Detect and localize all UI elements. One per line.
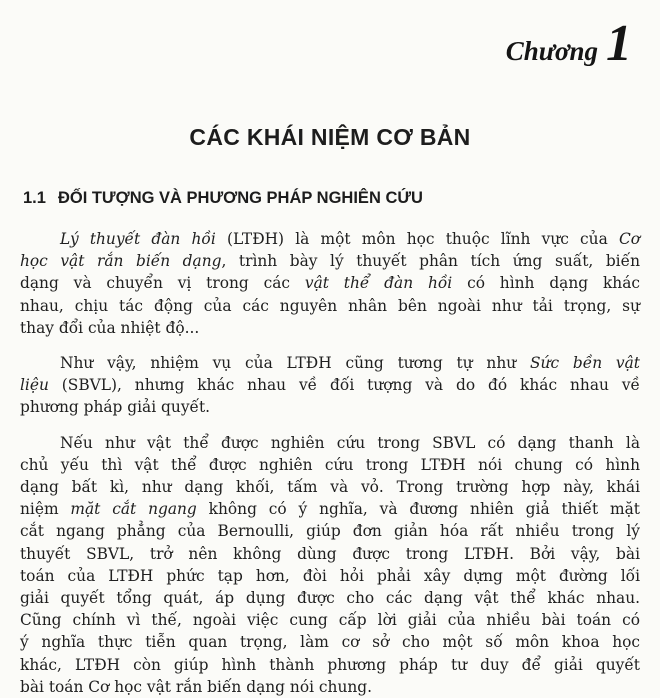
- text-line: giải quyết tổng quát, áp dụng được cho các dạng vật thể khác nhau.: [20, 589, 640, 608]
- text-line: cắt ngang phẳng của Bernoulli, giúp đơn giản hóa rất nhiều trong lý: [20, 522, 640, 541]
- text-line: Cũng chính vì thế, ngoài việc cung cấp lời giải của nhiều bài toán có: [20, 611, 640, 630]
- chapter-word: Chương: [505, 36, 598, 66]
- text-line: liệu (SBVL), nhưng khác nhau về đối tượng và do đó khác nhau về: [20, 376, 640, 395]
- text-line: Như vậy, nhiệm vụ của LTĐH cũng tương tự như Sức bền vật: [60, 354, 640, 373]
- text-line: niệm mặt cắt ngang không có ý nghĩa, và đương nhiên giả thiết mặt: [20, 500, 640, 519]
- text-line: Lý thuyết đàn hồi (LTĐH) là một môn học thuộc lĩnh vực của Cơ: [60, 230, 640, 248]
- section-title: ĐỐI TƯỢNG VÀ PHƯƠNG PHÁP NGHIÊN CỨU: [57, 189, 423, 207]
- text-line: thay đổi của nhiệt độ...: [20, 318, 200, 337]
- page-title: CÁC KHÁI NIỆM CƠ BẢN: [189, 124, 471, 150]
- text-line: chủ yếu thì vật thể được nghiên cứu trong LTĐH nói chung có hình: [20, 455, 640, 474]
- body-text: [20, 228, 640, 698]
- text-line: bài toán Cơ học vật rắn biến dạng nói chung.: [20, 677, 373, 696]
- text-line: dạng bất kì, như dạng khối, tấm và vỏ. Trong trường hợp này, khái: [20, 478, 640, 497]
- section-number: 1.1: [23, 189, 46, 207]
- text-line: phương pháp giải quyết.: [20, 398, 211, 417]
- text-line: dạng và chuyển vị trong các vật thể đàn hồi có hình dạng khác: [20, 274, 640, 293]
- chapter-number: 1: [606, 15, 632, 72]
- paragraph-1: [20, 228, 640, 339]
- paragraph-2: [20, 352, 640, 419]
- text-line: học vật rắn biến dạng, trình bày lý thuyết phân tích ứng suất, biến: [20, 252, 640, 271]
- paragraph-3: [20, 432, 640, 698]
- text-line: toán của LTĐH phức tạp hơn, đòi hỏi phải xây dựng một đường lối: [20, 566, 640, 585]
- chapter-heading: [505, 15, 632, 72]
- text-line: Nếu như vật thể được nghiên cứu trong SBVL có dạng thanh là: [60, 433, 640, 452]
- text-line: nhau, chịu tác động của các nguyên nhân bên ngoài như tải trọng, sự: [20, 296, 640, 315]
- text-line: thuyết SBVL, trở nên không dùng được trong LTĐH. Bởi vậy, bài: [20, 544, 640, 563]
- text-line: khác, LTĐH còn giúp hình thành phương pháp tư duy để giải quyết: [20, 655, 640, 674]
- section-heading: [23, 189, 423, 208]
- text-line: ý nghĩa thực tiễn quan trọng, làm cơ sở cho một số môn khoa học: [20, 633, 640, 652]
